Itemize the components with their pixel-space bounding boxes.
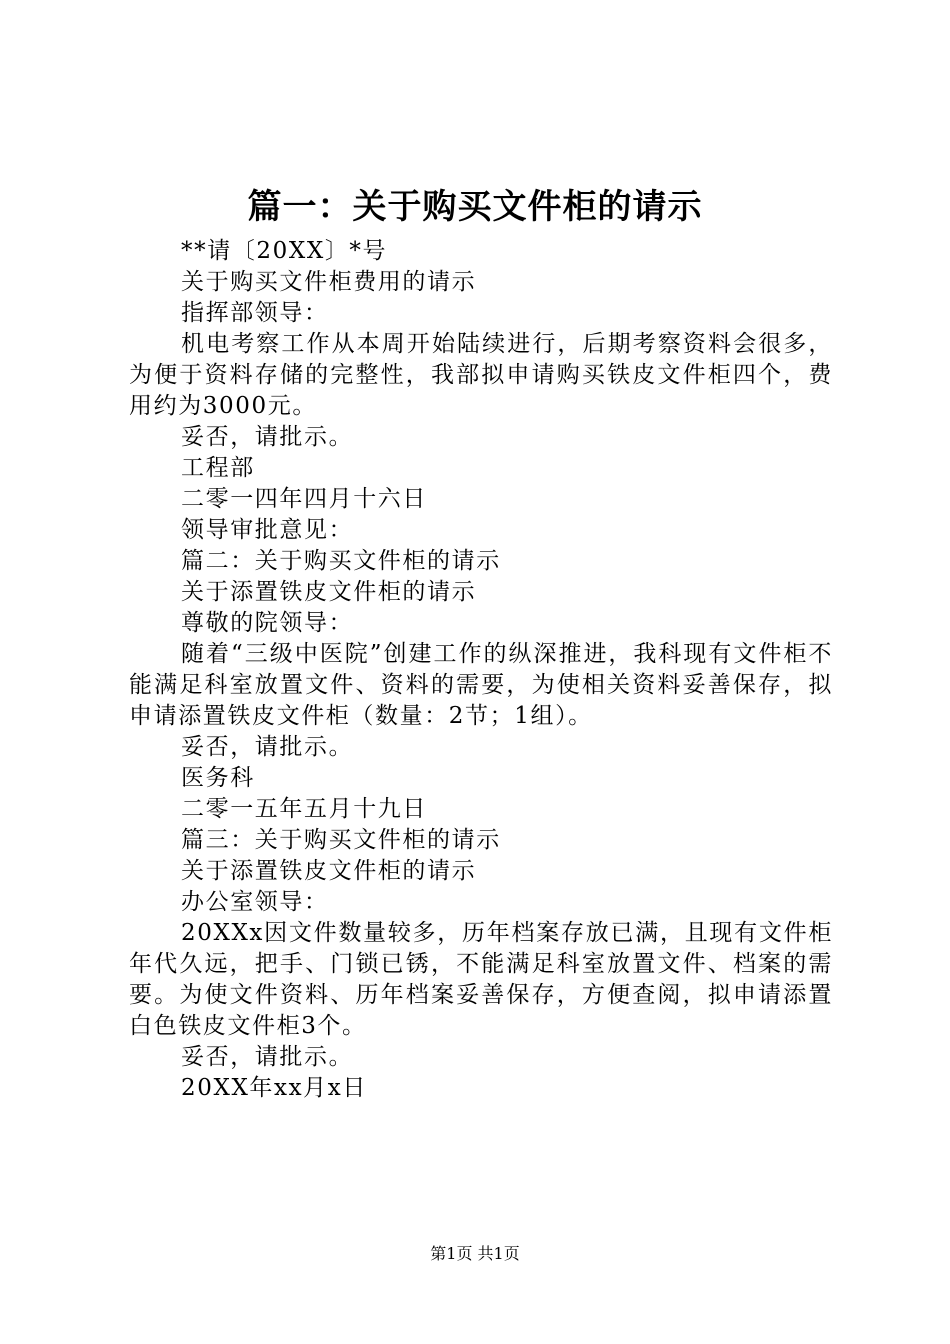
closing-request: 妥否，请批示。 <box>181 734 354 760</box>
sender-department: 工程部 <box>181 455 255 481</box>
document-title: 篇一：关于购买文件柜的请示 <box>247 187 703 227</box>
sender-department: 医务科 <box>181 765 255 791</box>
salutation: 办公室领导： <box>181 889 329 915</box>
section-heading: 篇三：关于购买文件柜的请示 <box>181 827 501 853</box>
section-heading: 篇二：关于购买文件柜的请示 <box>181 548 501 574</box>
body-paragraph: 机电考察工作从本周开始陆续进行，后期考察资料会很多，为便于资料存储的完整性，我部拟申请购买铁皮文件柜四个，费用约为3000元。 <box>129 331 833 419</box>
date-line: 20XX年xx月x日 <box>181 1075 367 1101</box>
subject-line: 关于购买文件柜费用的请示 <box>181 269 477 295</box>
body-paragraph: 20XXx因文件数量较多，历年档案存放已满，且现有文件柜年代久远，把手、门锁已锈，不能满足科室放置文件、档案的需要。为使文件资料、历年档案妥善保存，方便查阅，拟申请添置白色铁皮文件柜3个。 <box>129 920 833 1039</box>
subject-line: 关于添置铁皮文件柜的请示 <box>181 579 477 605</box>
salutation: 尊敬的院领导： <box>181 610 354 636</box>
closing-request: 妥否，请批示。 <box>181 424 354 450</box>
page-footer: 第1页 共1页 <box>430 1244 520 1263</box>
subject-line: 关于添置铁皮文件柜的请示 <box>181 858 477 884</box>
body-paragraph: 随着“三级中医院”创建工作的纵深推进，我科现有文件柜不能满足科室放置文件、资料的需要，为使相关资料妥善保存，拟申请添置铁皮文件柜（数量：2节；1组）。 <box>129 641 833 729</box>
document-body <box>129 236 833 1104</box>
approval-label: 领导审批意见： <box>181 517 354 543</box>
date-line: 二零一五年五月十九日 <box>181 796 427 822</box>
doc-number: **请〔20XX〕*号 <box>181 238 388 264</box>
salutation: 指挥部领导： <box>181 300 329 326</box>
closing-request: 妥否，请批示。 <box>181 1044 354 1070</box>
date-line: 二零一四年四月十六日 <box>181 486 427 512</box>
